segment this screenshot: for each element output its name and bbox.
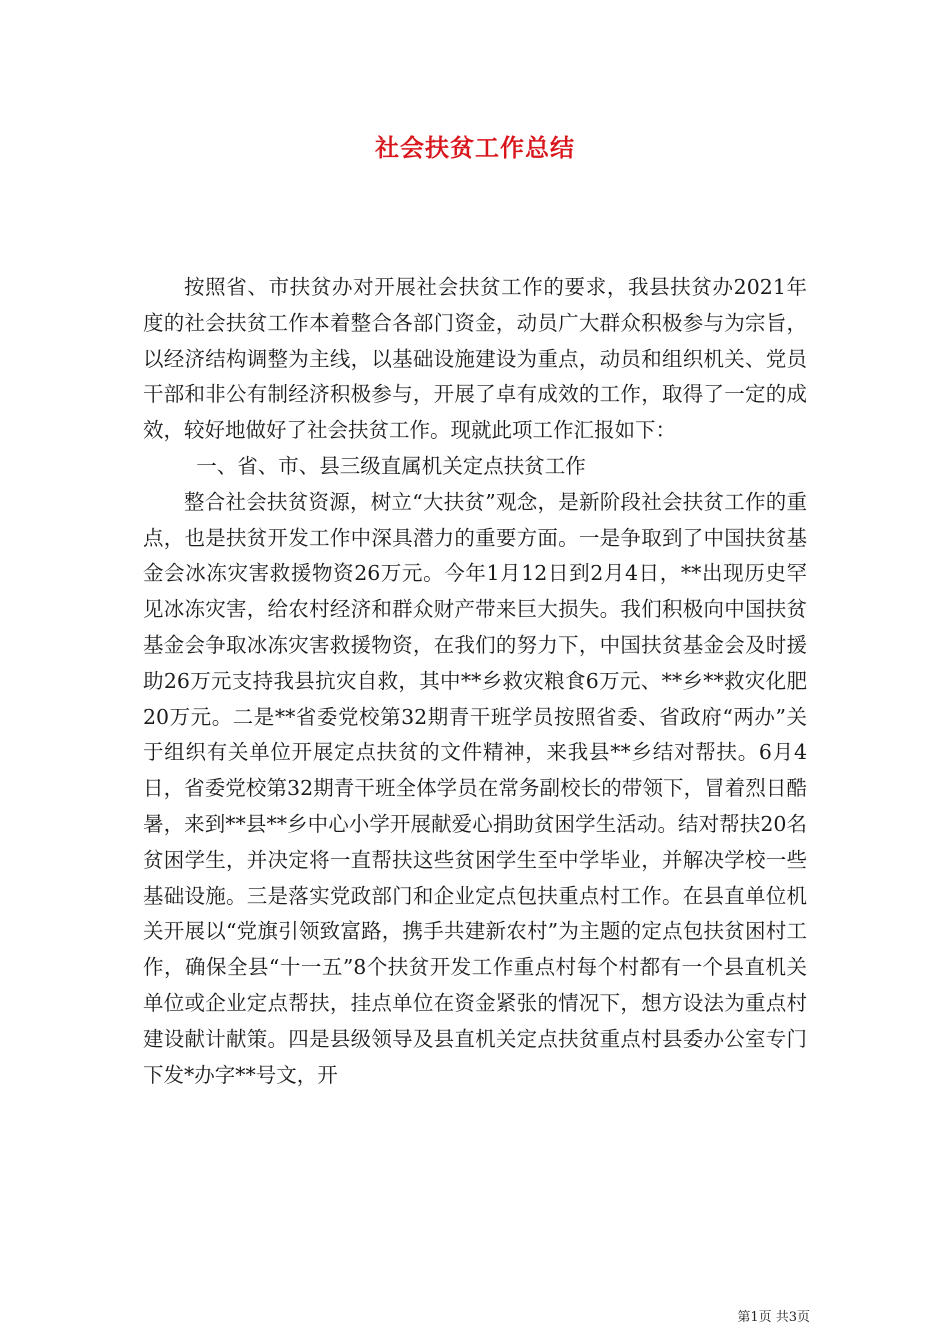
body-paragraph: 整合社会扶贫资源，树立“大扶贫”观念，是新阶段社会扶贫工作的重点，也是扶贫开发工作中深具潜力的重要方面。一是争取到了中国扶贫基金会冰冻灾害救援物资26万元。今年1月12日到2月4日，**出现历史罕见冰冻灾害，给农村经济和群众财产带来巨大损失。我们积极向中国扶贫基金会争取冰冻灾害救援物资，在我们的努力下，中国扶贫基金会及时援助26万元支持我县抗灾自救，其中**乡救灾粮食6万元、**乡**救灾化肥20万元。二是**省委党校第32期青干班学员按照省委、省政府“两办”关于组织有关单位开展定点扶贫的文件精神，来我县**乡结对帮扶。6月4日，省委党校第32期青干班全体学员在常务副校长的带领下，冒着烈日酷暑，来到**县**乡中心小学开展献爱心捐助贫困学生活动。结对帮扶20名贫困学生，并决定将一直帮扶这些贫困学生至中学毕业，并解决学校一些基础设施。三是落实党政部门和企业定点包扶重点村工作。在县直单位机关开展以“党旗引领致富路，携手共建新农村”为主题的定点包扶贫困村工作，确保全县“十一五”8个扶贫开发工作重点村每个村都有一个县直机关单位或企业定点帮扶，挂点单位在资金紧张的情况下，想方设法为重点村建设献计献策。四是县级领导及县直机关定点扶贫重点村县委办公室专门下发*办字**号文，开: [143, 489, 807, 1087]
section-heading: 一、省、市、县三级直属机关定点扶贫工作: [196, 453, 586, 478]
document-title: 社会扶贫工作总结: [375, 133, 575, 162]
intro-paragraph: 按照省、市扶贫办对开展社会扶贫工作的要求，我县扶贫办2021年度的社会扶贫工作本着整合各部门资金，动员广大群众积极参与为宗旨，以经济结构调整为主线，以基础设施建设为重点，动员和组织机关、党员干部和非公有制经济积极参与，开展了卓有成效的工作，取得了一定的成效，较好地做好了社会扶贫工作。现就此项工作汇报如下：: [143, 275, 807, 443]
document-body: [143, 270, 807, 1093]
page-number: 第1页 共3页: [737, 1310, 810, 1325]
